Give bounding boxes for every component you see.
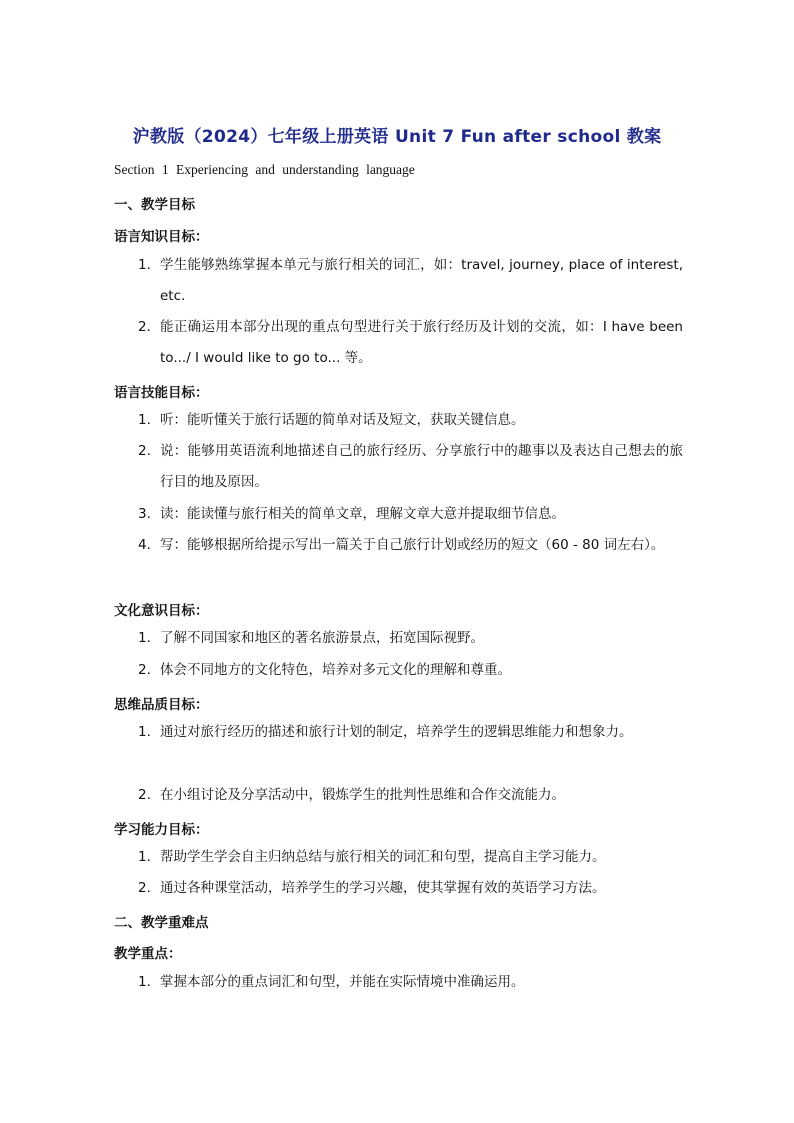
document-title: 沪教版（2024）七年级上册英语 Unit 7 Fun after school 教案 (132, 127, 662, 147)
list-item-number: 3. (138, 506, 151, 522)
section-subtitle: Section 1 Experiencing and understanding language (114, 162, 415, 177)
list-item-text: 在小组讨论及分享活动中，锻炼学生的批判性思维和合作交流能力。 (160, 787, 565, 803)
list-item (138, 312, 683, 374)
list-item-number: 2. (138, 319, 151, 335)
list-item (138, 623, 683, 654)
list-item-text: 读：能读懂与旅行相关的简单文章，理解文章大意并提取细节信息。 (160, 506, 565, 522)
list-item-text: 帮助学生学会自主归纳总结与旅行相关的词汇和句型，提高自主学习能力。 (160, 849, 606, 865)
list-item-number: 1. (138, 724, 151, 740)
list-item-text: 了解不同国家和地区的著名旅游景点，拓宽国际视野。 (160, 630, 484, 646)
list-item-text: 写：能够根据所给提示写出一篇关于自己旅行计划或经历的短文（60 - 80 词左右）。 (160, 537, 665, 553)
list-item (138, 530, 683, 561)
heading-language-knowledge: 语言知识目标： (114, 229, 209, 245)
list-item (138, 436, 683, 498)
heading-key-difficult-points: 二、教学重难点 (114, 915, 209, 931)
list-item-text: 能正确运用本部分出现的重点句型进行关于旅行经历及计划的交流，如：I have been to.../ I would like to go to... 等。 (160, 319, 683, 366)
list-item-number: 1. (138, 630, 151, 646)
list-item (138, 717, 683, 748)
list-item (138, 250, 683, 312)
list-item (138, 842, 683, 873)
heading-language-skill: 语言技能目标： (114, 385, 209, 401)
heading-key-points: 教学重点： (114, 946, 182, 962)
heading-thinking: 思维品质目标： (114, 697, 209, 713)
list-item-text: 通过各种课堂活动，培养学生的学习兴趣，使其掌握有效的英语学习方法。 (160, 880, 606, 896)
list-item-text: 听：能听懂关于旅行话题的简单对话及短文，获取关键信息。 (160, 412, 525, 428)
list-item (138, 780, 683, 811)
list-item-number: 1. (138, 412, 151, 428)
list-item-number: 1. (138, 974, 151, 990)
list-item (138, 499, 683, 530)
list-item-number: 1. (138, 849, 151, 865)
list-item-number: 4. (138, 537, 151, 553)
list-item-number: 2. (138, 787, 151, 803)
list-item-number: 2. (138, 880, 151, 896)
list-item (138, 967, 683, 998)
list-item (138, 405, 683, 436)
list-item-text: 通过对旅行经历的描述和旅行计划的制定，培养学生的逻辑思维能力和想象力。 (160, 724, 633, 740)
list-item-number: 1. (138, 257, 151, 273)
list-item-text: 体会不同地方的文化特色，培养对多元文化的理解和尊重。 (160, 662, 511, 678)
heading-learning: 学习能力目标： (114, 822, 209, 838)
list-item-number: 2. (138, 443, 151, 459)
list-item-text: 学生能够熟练掌握本单元与旅行相关的词汇，如：travel, journey, place of interest, etc. (160, 257, 683, 304)
list-item-text: 掌握本部分的重点词汇和句型，并能在实际情境中准确运用。 (160, 974, 525, 990)
heading-teaching-objectives: 一、教学目标 (114, 197, 195, 213)
list-item (138, 655, 683, 686)
list-item-text: 说：能够用英语流利地描述自己的旅行经历、分享旅行中的趣事以及表达自己想去的旅行目的地及原因。 (160, 443, 683, 490)
list-item (138, 873, 683, 904)
heading-culture: 文化意识目标： (114, 603, 209, 619)
list-item-number: 2. (138, 662, 151, 678)
